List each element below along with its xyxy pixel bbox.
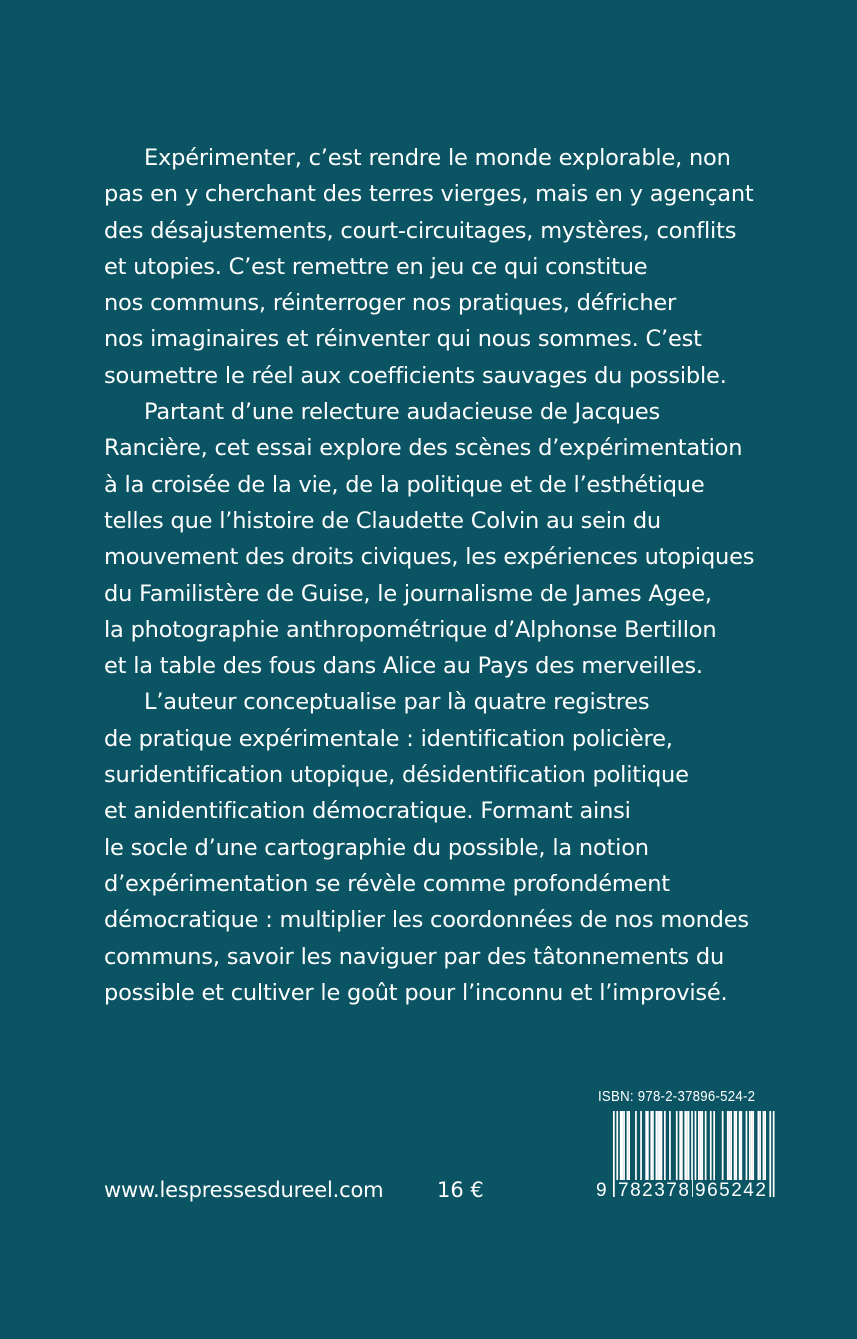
barcode-bar (688, 1111, 690, 1183)
barcode-bar (664, 1111, 666, 1183)
barcode-bar (749, 1111, 751, 1183)
barcode-bar (763, 1111, 765, 1183)
barcode-bar (686, 1111, 688, 1183)
blurb-line: soumettre le réel aux coefficients sauvages du possible. (104, 362, 727, 389)
barcode-bar (669, 1111, 671, 1183)
barcode-bar (752, 1111, 754, 1183)
barcode-bar (727, 1111, 729, 1183)
blurb-line: et utopies. C’est remettre en jeu ce qui constitue (104, 253, 648, 280)
blurb-line: d’expérimentation se révèle comme profondément (104, 870, 670, 897)
barcode-bar (700, 1111, 702, 1183)
barcode-bar (746, 1111, 748, 1183)
barcode-bar (656, 1111, 658, 1183)
blurb-line: suridentification utopique, désidentification politique (104, 762, 689, 789)
barcode-bar (652, 1111, 654, 1183)
blurb (104, 140, 764, 1011)
barcode-bar (751, 1111, 753, 1183)
blurb-line: communs, savoir les naviguer par des tâtonnements du (104, 943, 725, 970)
blurb-line: nos imaginaires et réinventer qui nous sommes. C’est (104, 326, 702, 353)
blurb-line: telles que l’histoire de Claudette Colvin au sein du (104, 507, 661, 534)
barcode-bar (735, 1111, 737, 1183)
barcode-bar (679, 1111, 681, 1183)
barcode-bar (628, 1111, 630, 1183)
barcode-bar (635, 1111, 637, 1183)
barcode-bar (722, 1111, 724, 1183)
barcode-bar (759, 1111, 761, 1183)
barcode-bar (623, 1111, 625, 1183)
barcode-bar (734, 1111, 736, 1183)
barcode-bar (769, 1111, 771, 1197)
blurb-line: pas en y cherchant des terres vierges, mais en y agençant (104, 181, 754, 208)
barcode-bar (713, 1111, 715, 1183)
blurb-line: Expérimenter, c’est rendre le monde explorable, non (144, 145, 731, 171)
blurb-line: à la croisée de la vie, de la politique et de l’esthétique (104, 471, 705, 498)
barcode-bar (698, 1111, 700, 1183)
blurb-line: démocratique : multiplier les coordonnées de nos mondes (104, 907, 749, 934)
barcode-group-left: 782378 (618, 1180, 691, 1201)
blurb-line: L’auteur conceptualise par là quatre registres (144, 689, 650, 716)
price-label: 16 € (437, 1178, 484, 1202)
barcode-bar (710, 1111, 712, 1183)
barcode-bar (705, 1111, 707, 1183)
barcode-bar (729, 1111, 731, 1183)
barcode-bar (764, 1111, 766, 1183)
barcode-bar (739, 1111, 741, 1183)
blurb-line: de pratique expérimentale : identification policière, (104, 725, 673, 752)
barcode-first-digit: 9 (596, 1180, 607, 1201)
blurb-line: du Familistère de Guise, le journalisme de James Agee, (104, 580, 712, 607)
blurb-line: des désajustements, court-circuitages, mystères, conflits (104, 217, 737, 244)
barcode-bar (730, 1111, 732, 1183)
blurb-line: nos communs, réinterroger nos pratiques, défricher (104, 290, 677, 317)
blurb-line: Rancière, cet essai explore des scènes d’expérimentation (104, 435, 743, 462)
barcode-bar (681, 1111, 683, 1183)
barcode-bar (645, 1111, 647, 1183)
barcode-bar (647, 1111, 649, 1183)
publisher-website: www.lespressesdureel.com (104, 1178, 384, 1202)
barcode-group-right: 965242 (695, 1180, 768, 1201)
barcode-bar (659, 1111, 661, 1183)
barcode-bar (758, 1111, 760, 1183)
barcode-bar (620, 1111, 622, 1183)
barcode-bar (640, 1111, 642, 1183)
barcode-bar (684, 1111, 686, 1183)
isbn-label: ISBN: 978-2-37896-524-2 (598, 1088, 756, 1105)
blurb-line: Partant d’une relecture audacieuse de Jacques (144, 399, 661, 426)
barcode-bar (650, 1111, 652, 1183)
blurb-line: et la table des fous dans Alice au Pays des merveilles. (104, 653, 703, 680)
barcode-bar (741, 1111, 743, 1183)
blurb-line: le socle d’une cartographie du possible, la notion (104, 834, 649, 861)
blurb-line: et anidentification démocratique. Formant ainsi (104, 798, 631, 825)
barcode-bar (701, 1111, 703, 1183)
barcode-bar (657, 1111, 659, 1183)
barcode-bar (613, 1111, 615, 1197)
barcode-bar (773, 1111, 775, 1197)
barcode-bar (676, 1111, 678, 1183)
blurb-line: mouvement des droits civiques, les expériences utopiques (104, 544, 755, 571)
barcode-bar (622, 1111, 624, 1183)
barcode-bar (627, 1111, 629, 1183)
barcode-bar (661, 1111, 663, 1183)
blurb-line: la photographie anthropométrique d’Alphonse Bertillon (104, 616, 717, 643)
blurb-line: possible et cultiver le goût pour l’inconnu et l’improvisé. (104, 979, 728, 1006)
